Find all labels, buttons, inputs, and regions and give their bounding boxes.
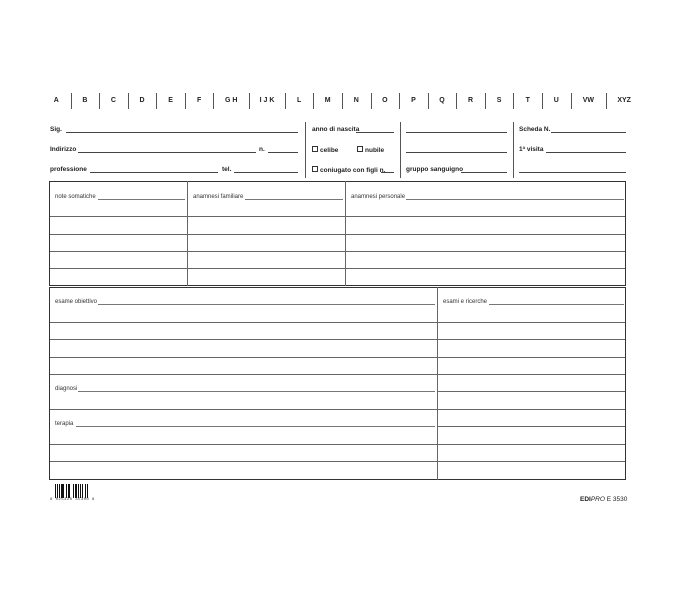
barcode-bar: [69, 484, 70, 498]
barcode-bar: [61, 484, 63, 498]
tab-letter-n[interactable]: N: [353, 97, 359, 104]
field-sig[interactable]: [66, 132, 298, 133]
checkbox-icon: [312, 146, 318, 152]
label-anno-nascita: anno di nascita: [312, 126, 360, 133]
label-esame-obiettivo: esame obiettivo: [55, 299, 98, 305]
field-blank-3[interactable]: [519, 172, 626, 173]
tab-letter-d[interactable]: D: [139, 97, 145, 104]
separator: [400, 122, 401, 178]
ruled-line: [50, 461, 625, 462]
field-tel[interactable]: [234, 172, 298, 173]
label-prima-visita: 1ª visita: [519, 146, 544, 153]
label-nubile: nubile: [365, 147, 385, 154]
tab-letter-o[interactable]: O: [382, 97, 388, 104]
tab-letter-m[interactable]: M: [324, 97, 331, 104]
barcode-bar: [87, 484, 88, 498]
tab-letter-gh[interactable]: G H: [225, 97, 238, 104]
tab-letter-xyz[interactable]: XYZ: [617, 97, 631, 104]
field-professione[interactable]: [90, 172, 218, 173]
ruled-line: [50, 268, 625, 269]
checkbox-icon: [357, 146, 363, 152]
label-note-somatiche: note somatiche: [55, 194, 96, 200]
field-indirizzo[interactable]: [78, 152, 256, 153]
tab-letter-q[interactable]: Q: [439, 97, 445, 104]
tab-letter-vw[interactable]: VW: [582, 97, 595, 104]
tab-letter-r[interactable]: R: [468, 97, 474, 104]
tab-letter-f[interactable]: F: [196, 97, 202, 104]
label-gruppo-sanguigno: gruppo sanguigno: [406, 166, 464, 173]
ruled-line: [438, 426, 625, 427]
ruled-line: [50, 357, 625, 358]
column-divider: [437, 287, 438, 480]
esame-box: [49, 287, 626, 480]
field-prima-visita[interactable]: [546, 152, 626, 153]
ruled-line: [50, 234, 625, 235]
field-anamnesi-personale[interactable]: [406, 199, 624, 200]
checkbox-icon: [312, 166, 318, 172]
field-note-somatiche[interactable]: [98, 199, 185, 200]
brand-pro: PRO: [590, 496, 605, 503]
tab-letter-ijk[interactable]: I J K: [259, 97, 275, 104]
tab-letter-p[interactable]: P: [411, 97, 416, 104]
tab-letter-e[interactable]: E: [168, 97, 173, 104]
field-anamnesi-familiare[interactable]: [245, 199, 343, 200]
tab-letter-u[interactable]: U: [553, 97, 559, 104]
tab-letter-l[interactable]: L: [296, 97, 302, 104]
label-professione: professione: [50, 166, 87, 173]
checkbox-celibe[interactable]: [312, 146, 338, 155]
field-scheda[interactable]: [551, 132, 626, 133]
ruled-line: [50, 216, 625, 217]
checkbox-coniugato[interactable]: [312, 166, 385, 175]
barcode-bar: [76, 484, 77, 498]
field-blank-2[interactable]: [406, 152, 507, 153]
label-sig: Sig.: [50, 126, 62, 133]
field-esami-ricerche[interactable]: [489, 304, 624, 305]
ruled-line: [438, 391, 625, 392]
field-figli[interactable]: [381, 172, 394, 173]
field-terapia[interactable]: [76, 426, 435, 427]
label-n: n.: [259, 146, 265, 153]
brand-edi: EDI: [580, 496, 591, 503]
label-coniugato: coniugato con figli n.: [320, 167, 386, 174]
separator: [513, 122, 514, 178]
label-celibe: celibe: [320, 147, 339, 154]
label-indirizzo: Indirizzo: [50, 146, 77, 153]
barcode-bar: [73, 484, 74, 498]
field-esame-obiettivo[interactable]: [98, 304, 435, 305]
ruled-line: [50, 339, 625, 340]
field-gruppo-sanguigno[interactable]: [461, 172, 507, 173]
label-scheda: Scheda N.: [519, 126, 551, 133]
field-blank-1[interactable]: [406, 132, 507, 133]
ruled-line: [50, 374, 625, 375]
label-anamnesi-familiare: anamnesi familiare: [193, 194, 244, 200]
label-anamnesi-personale: anamnesi personale: [351, 194, 406, 200]
ruled-line: [50, 251, 625, 252]
separator: [305, 122, 306, 178]
field-civico[interactable]: [268, 152, 298, 153]
tab-letter-t[interactable]: T: [525, 97, 530, 104]
tab-letter-s[interactable]: S: [496, 97, 502, 104]
product-code: E 3530: [606, 496, 628, 503]
field-anno-nascita[interactable]: [356, 132, 394, 133]
label-diagnosi: diagnosi: [55, 386, 78, 392]
barcode-number: 8 025328 35300 8: [50, 498, 95, 502]
field-diagnosi[interactable]: [78, 391, 435, 392]
tab-letter-c[interactable]: C: [110, 97, 116, 104]
checkbox-nubile[interactable]: [357, 146, 384, 155]
label-terapia: terapia: [55, 421, 74, 427]
label-esami-ricerche: esami e ricerche: [443, 299, 488, 305]
barcode-bar: [82, 484, 83, 498]
barcode-bar: [63, 484, 64, 498]
barcode-icon: [55, 484, 99, 498]
tab-letter-b[interactable]: B: [82, 97, 88, 104]
brand-logo: [580, 496, 627, 503]
tab-letter-a[interactable]: A: [53, 97, 59, 104]
ruled-line: [50, 444, 625, 445]
alphabet-index: [42, 90, 642, 112]
ruled-line: [50, 322, 625, 323]
barcode-bar: [80, 484, 81, 498]
label-tel: tel.: [222, 166, 232, 173]
ruled-line: [50, 409, 625, 410]
barcode-bar: [57, 484, 58, 498]
